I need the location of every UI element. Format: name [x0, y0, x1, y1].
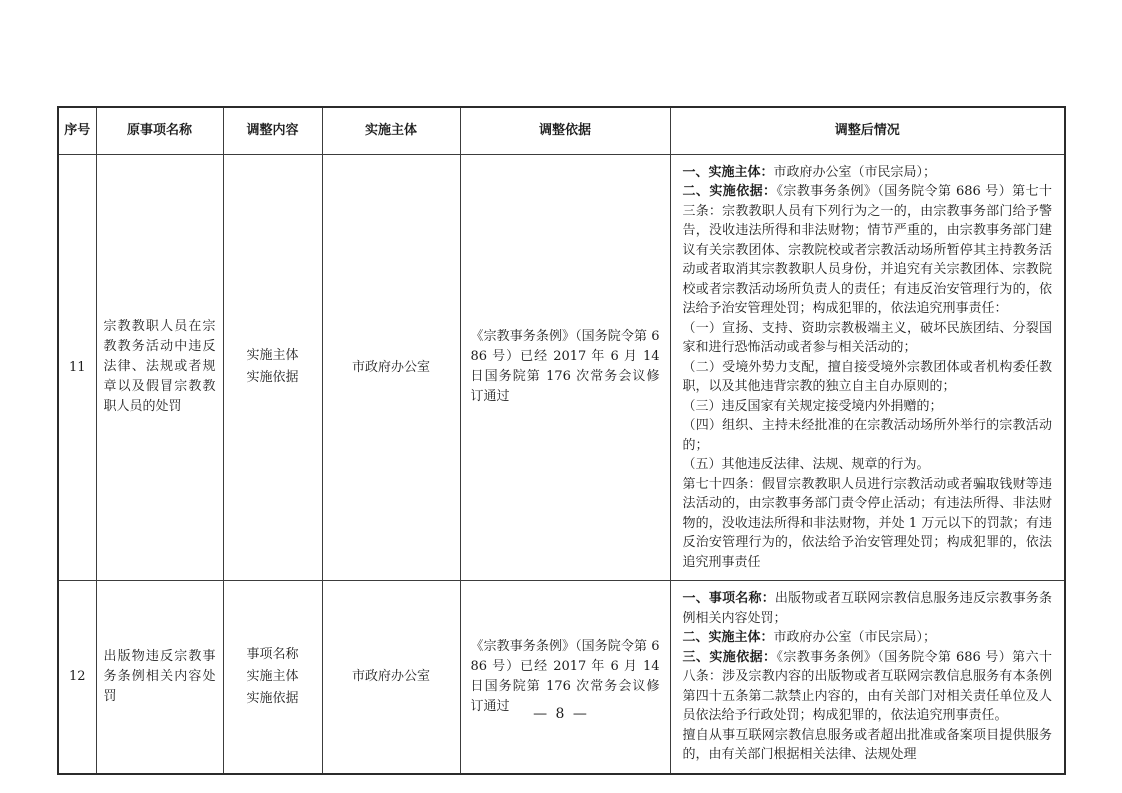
- cell-adjust-content: [223, 154, 322, 581]
- table-row: [58, 581, 1065, 774]
- after-status-text: （三）违反国家有关规定接受境内外捐赠的；: [682, 398, 943, 414]
- cell-adjust-content: [223, 581, 322, 774]
- adjust-content-line: 事项名称: [246, 646, 299, 662]
- after-status-text: 《宗教事务条例》（国务院令第 686 号）第七十三条：宗教教职人员有下列行为之一的，由宗教事务部门给予警告，没收违法所得和非法财物；情节严重的，由宗教事务部门建议有关宗教团体、宗教院校或者宗教活动场所暂停其主持教务活动或者取消其宗教教职人员身份，并追究有关宗教团体、宗教院校或者宗教活动场所负责人的责任；有违反治安管理行为的，依法给予治安管理处罚；构成犯罪的，依法追究刑事责任：: [682, 184, 1052, 316]
- cell-implementing-body: 市政府办公室: [322, 154, 460, 581]
- after-status-text: 《宗教事务条例》（国务院令第 686 号）第六十八条：涉及宗教内容的出版物或者互联网宗教信息服务有本条例第四十五条第二款禁止内容的，由有关部门对相关责任单位及人员依法给予行政处罚；构成犯罪的，依法追究刑事责任。: [682, 649, 1052, 723]
- adjust-content-line: 实施依据: [246, 690, 299, 706]
- after-status-text: 擅自从事互联网宗教信息服务或者超出批准或备案项目提供服务的，由有关部门根据相关法律、法规处理: [682, 727, 1052, 762]
- after-status-label: 二、实施依据：: [682, 184, 777, 199]
- after-status-text: 出版物或者互联网宗教信息服务违反宗教事务条例相关内容处罚；: [682, 591, 1052, 626]
- after-status-text: （五）其他违反法律、法规、规章的行为。: [682, 457, 930, 472]
- after-status-paragraph: [683, 416, 1053, 455]
- after-status-text: （二）受境外势力支配，擅自接受境外宗教团体或者机构委任教职，以及其他违背宗教的独立自主自办原则的；: [682, 359, 1052, 394]
- after-status-paragraph: [683, 182, 1053, 319]
- cell-sequence-number: 12: [58, 581, 96, 774]
- column-header-adjust-content: 调整内容: [223, 107, 322, 154]
- cell-post-adjustment-status: [670, 581, 1065, 774]
- after-status-paragraph: [683, 475, 1053, 573]
- column-header-basis: 调整依据: [460, 107, 670, 154]
- cell-post-adjustment-status: [670, 154, 1065, 581]
- after-status-paragraph: [683, 628, 1053, 648]
- cell-adjustment-basis: 《宗教事务条例》（国务院令第 686 号）已经 2017 年 6 月 14 日国务院第 176 次常务会议修订通过: [460, 154, 670, 581]
- adjustment-items-table: [57, 106, 1066, 775]
- column-header-original-name: 原事项名称: [96, 107, 223, 154]
- table-row: [58, 154, 1065, 581]
- after-status-paragraph: [683, 163, 1053, 183]
- cell-original-item-name: 宗教教职人员在宗教教务活动中违反法律、法规或者规章以及假冒宗教教职人员的处罚: [96, 154, 223, 581]
- page-number: — 8 —: [533, 706, 589, 722]
- column-header-implementer: 实施主体: [322, 107, 460, 154]
- cell-original-item-name: 出版物违反宗教事务条例相关内容处罚: [96, 581, 223, 774]
- after-status-paragraph: [683, 397, 1053, 417]
- after-status-text: （一）宣扬、支持、资助宗教极端主义，破坏民族团结、分裂国家和进行恐怖活动或者参与相关活动的；: [682, 320, 1052, 355]
- after-status-paragraph: [683, 319, 1053, 358]
- after-status-paragraph: [683, 455, 1053, 475]
- after-status-label: 三、实施依据：: [682, 649, 777, 665]
- adjust-content-line: 实施依据: [246, 370, 299, 386]
- after-status-text: （四）组织、主持未经批准的在宗教活动场所外举行的宗教活动的；: [682, 418, 1052, 453]
- after-status-paragraph: [683, 358, 1053, 397]
- after-status-text: 第七十四条：假冒宗教教职人员进行宗教活动或者骗取钱财等违法活动的，由宗教事务部门责令停止活动；有违法所得、非法财物的，没收违法所得和非法财物，并处 1 万元以下的罚款；有违反治安管理行为的，依法给予治安管理处罚；构成犯罪的，依法追究刑事责任: [682, 476, 1052, 570]
- after-status-paragraph: [683, 589, 1053, 628]
- after-status-paragraph: [683, 726, 1053, 765]
- column-header-after-status: 调整后情况: [670, 107, 1065, 154]
- after-status-text: 市政府办公室（市民宗局）；: [773, 630, 937, 645]
- cell-implementing-body: 市政府办公室: [322, 581, 460, 774]
- after-status-label: 一、事项名称：: [682, 591, 775, 606]
- after-status-label: 一、实施主体：: [682, 164, 774, 180]
- after-status-label: 二、实施主体：: [682, 630, 774, 645]
- column-header-index: 序号: [58, 107, 96, 154]
- after-status-text: 市政府办公室（市民宗局）；: [773, 164, 937, 180]
- cell-adjustment-basis: 《宗教事务条例》（国务院令第 686 号）已经 2017 年 6 月 14 日国务院第 176 次常务会议修订通过: [460, 581, 670, 774]
- adjust-content-line: 实施主体: [246, 348, 299, 364]
- adjust-content-line: 实施主体: [246, 668, 299, 684]
- cell-sequence-number: 11: [58, 154, 96, 581]
- table-header-row: [58, 107, 1065, 154]
